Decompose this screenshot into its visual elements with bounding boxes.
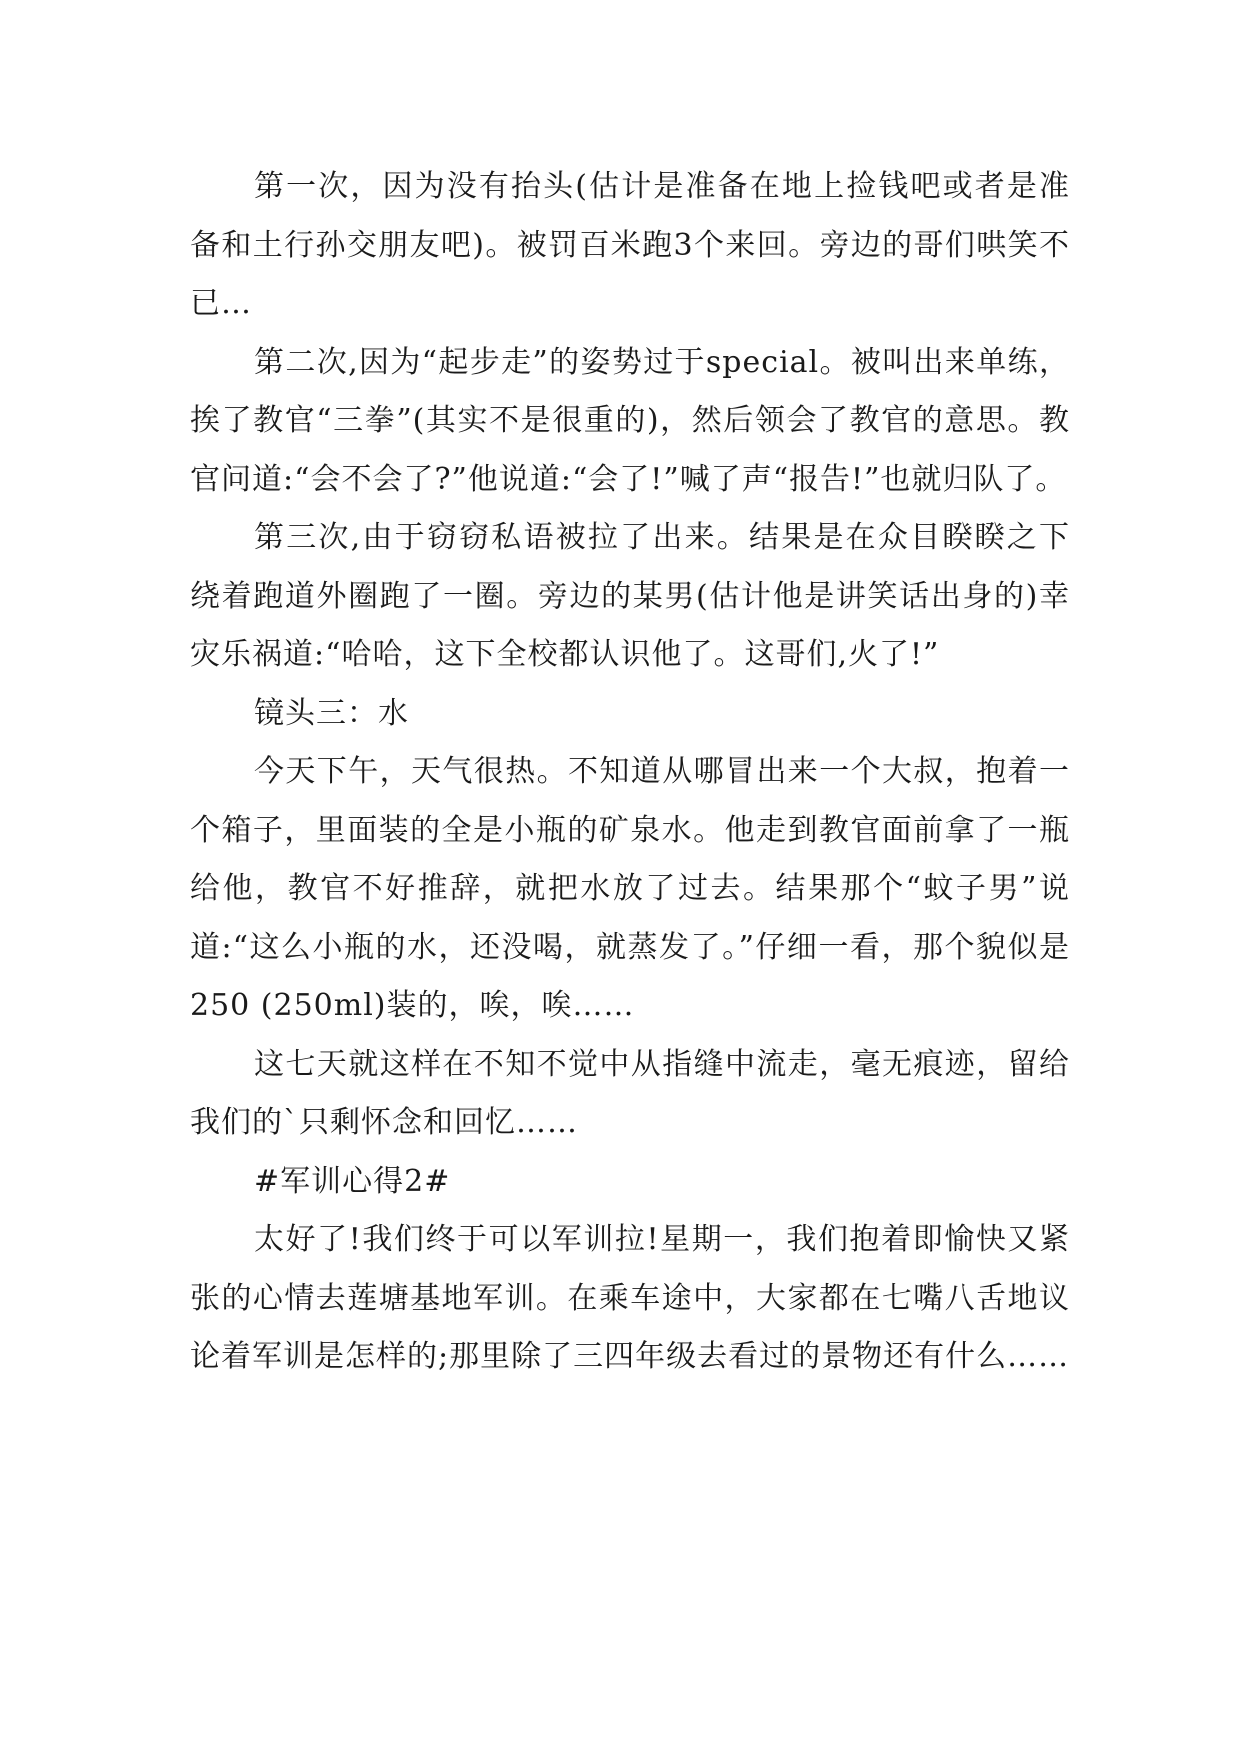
paragraph-water: 今天下午，天气很热。不知道从哪冒出来一个大叔，抱着一个箱子，里面装的全是小瓶的矿泉水。他走到教官面前拿了一瓶给他，教官不好推辞，就把水放了过去。结果那个“蚊子男”说道:“这么小瓶的水，还没喝，就蒸发了。”仔细一看，那个貌似是250 (250ml)装的，唉，唉…… — [190, 754, 1070, 1023]
paragraph-first-time: 第一次，因为没有抬头(估计是准备在地上捡钱吧或者是准备和土行孙交朋友吧)。被罚百米跑3个来回。旁边的哥们哄笑不已… — [190, 169, 1070, 321]
paragraph-second-time: 第二次,因为“起步走”的姿势过于special。被叫出来单练，挨了教官“三拳”(其实不是很重的)，然后领会了教官的意思。教官问道:“会不会了?”他说道:“会了!”喊了声“报告!”也就归队了。 — [190, 344, 1070, 497]
paragraph-seven-days: 这七天就这样在不知不觉中从指缝中流走，毫无痕迹，留给我们的`只剩怀念和回忆…… — [190, 1046, 1070, 1140]
section-heading-military-training-2: #军训心得2# — [254, 1163, 451, 1199]
paragraph-training-start: 太好了!我们终于可以军训拉!星期一，我们抱着即愉快又紧张的心情去莲塘基地军训。在乘车途中，大家都在七嘴八舌地议论着军训是怎样的;那里除了三四年级去看过的景物还有什么…… — [190, 1222, 1070, 1374]
paragraph-third-time: 第三次,由于窃窃私语被拉了出来。结果是在众目睽睽之下绕着跑道外圈跑了一圈。旁边的某男(估计他是讲笑话出身的)幸灾乐祸道:“哈哈，这下全校都认识他了。这哥们,火了!” — [190, 520, 1070, 672]
document-body — [190, 158, 1070, 1387]
section-heading-scene-three: 镜头三：水 — [254, 695, 409, 731]
